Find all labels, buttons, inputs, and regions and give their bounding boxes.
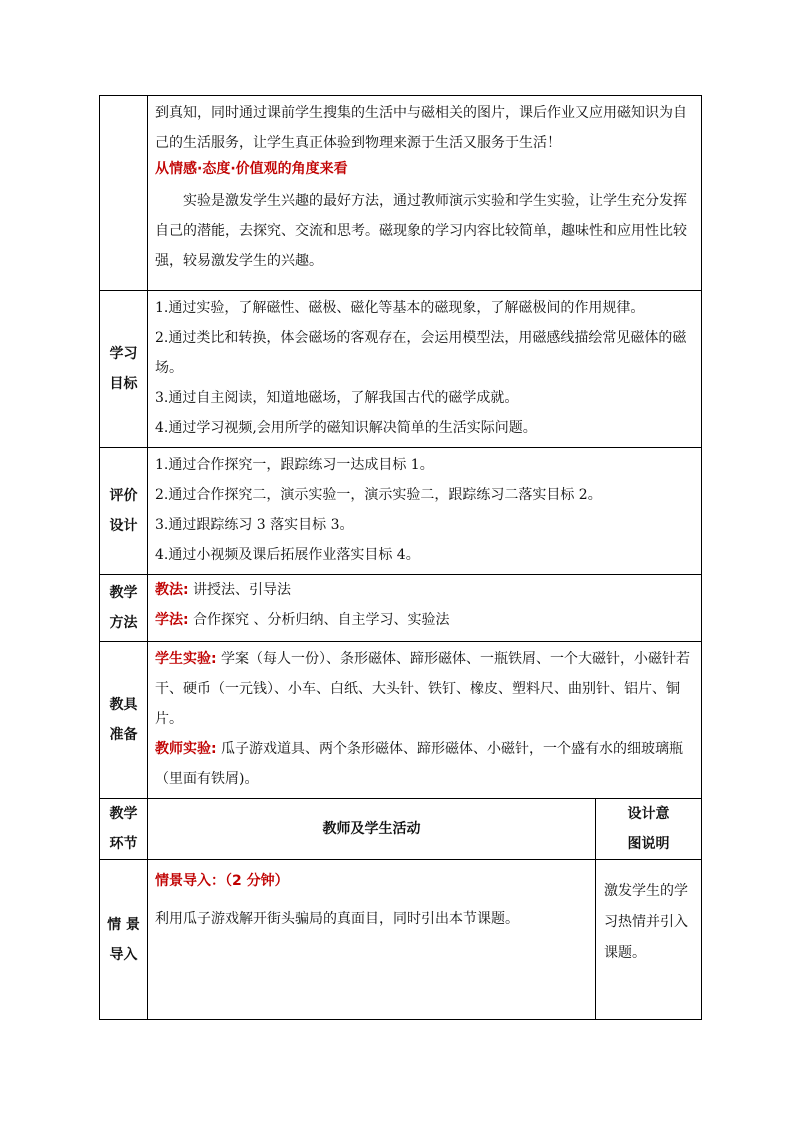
intro-paragraph: 实验是激发学生兴趣的最好方法，通过教师演示实验和学生实验，让学生充分发挥自己的潜能，去探究、交流和思考。磁现象的学习内容比较简单，趣味性和应用性比较强，较易激发学生的兴趣。: [155, 193, 687, 269]
header-row: [100, 799, 702, 860]
stage-header-2: 环节: [109, 836, 138, 852]
activity-header: 教师及学生活动: [148, 799, 596, 860]
lesson-plan-table: [99, 95, 702, 1020]
equipment-content: [148, 642, 702, 799]
goal-item: 3.通过自主阅读，知道地磁场，了解我国古代的磁学成就。: [155, 390, 519, 406]
lesson-plan-page: [99, 95, 701, 1020]
teacher-label: 教师实验:: [155, 741, 217, 757]
equipment-label-2: 准备: [109, 727, 138, 743]
learning-method: [155, 605, 695, 635]
scene-body: 利用瓜子游戏解开街头骗局的真面目，同时引出本节课题。: [155, 911, 519, 927]
equipment-row: [100, 642, 702, 799]
learn-value: 合作探究 、分析归纳、自主学习、实验法: [188, 612, 450, 628]
student-label: 学生实验:: [155, 651, 217, 667]
equipment-label-1: 教具: [109, 697, 138, 713]
goal-item: 2.通过类比和转换，体会磁场的客观存在，会运用模型法，用磁感线描绘常见磁体的磁场。: [155, 330, 687, 376]
intent-header: [596, 799, 702, 860]
evaluation-item: 2.通过合作探究二，演示实验一，演示实验二，跟踪练习二落实目标 2。: [155, 487, 602, 503]
attitude-heading: 从情感·态度·价值观的角度来看: [155, 161, 348, 177]
evaluation-label-1: 评价: [109, 488, 138, 504]
teach-label: 教法:: [155, 582, 189, 598]
student-value: 学案（每人一份）、条形磁体、蹄形磁体、一瓶铁屑、一个大磁针，小磁针若干、硬币（一元钱）、小车、白纸、大头针、铁钉、橡皮、塑料尺、曲别针、铝片、铜片。: [155, 651, 691, 727]
methods-label-1: 教学: [109, 585, 138, 601]
goals-content: [148, 291, 702, 448]
scene-content: [148, 860, 596, 1020]
scene-title: 情景导入：（2 分钟）: [155, 873, 289, 889]
equipment-label: [100, 642, 148, 799]
intro-line: 到真知，同时通过课前学生搜集的生活中与磁相关的图片，课后作业又应用磁知识为自己的生活服务，让学生真正体验到物理来源于生活又服务于生活！: [155, 105, 687, 151]
intro-row: [100, 96, 702, 291]
evaluation-item: 1.通过合作探究一，跟踪练习一达成目标 1。: [155, 457, 434, 473]
teaching-method: [155, 575, 695, 605]
evaluation-item: 4.通过小视频及课后拓展作业落实目标 4。: [155, 547, 420, 563]
stage-header: [100, 799, 148, 860]
methods-content: [148, 575, 702, 642]
scene-row: [100, 860, 702, 1020]
teach-value: 讲授法、引导法: [188, 582, 292, 598]
intent-header-2: 图说明: [627, 836, 670, 852]
scene-note: 激发学生的学习热情并引入课题。: [596, 860, 702, 1020]
intro-label-cell: [100, 96, 148, 291]
intro-content: [148, 96, 702, 291]
student-equipment: [155, 644, 695, 734]
evaluation-content: [148, 448, 702, 575]
teacher-equipment: [155, 734, 695, 794]
goals-label: [100, 291, 148, 448]
methods-row: [100, 575, 702, 642]
intent-header-1: 设计意: [627, 806, 670, 822]
goals-label-2: 目标: [109, 376, 138, 392]
scene-label-2: 导入: [109, 946, 138, 963]
learn-label: 学法:: [155, 612, 189, 628]
evaluation-row: [100, 448, 702, 575]
methods-label: [100, 575, 148, 642]
goals-row: [100, 291, 702, 448]
goal-item: 4.通过学习视频,会用所学的磁知识解决简单的生活实际问题。: [155, 420, 537, 436]
evaluation-label: [100, 448, 148, 575]
teacher-value: 瓜子游戏道具、两个条形磁体、蹄形磁体、小磁针，一个盛有水的细玻璃瓶（里面有铁屑)。: [155, 741, 684, 787]
evaluation-item: 3.通过跟踪练习 3 落实目标 3。: [155, 517, 354, 533]
stage-header-1: 教学: [109, 806, 138, 822]
goal-item: 1.通过实验，了解磁性、磁极、磁化等基本的磁现象，了解磁极间的作用规律。: [155, 300, 645, 316]
evaluation-label-2: 设计: [109, 518, 138, 534]
scene-label: [100, 860, 148, 1020]
goals-label-1: 学习: [109, 346, 138, 362]
scene-label-1: 情 景: [107, 916, 140, 933]
methods-label-2: 方法: [109, 615, 138, 631]
